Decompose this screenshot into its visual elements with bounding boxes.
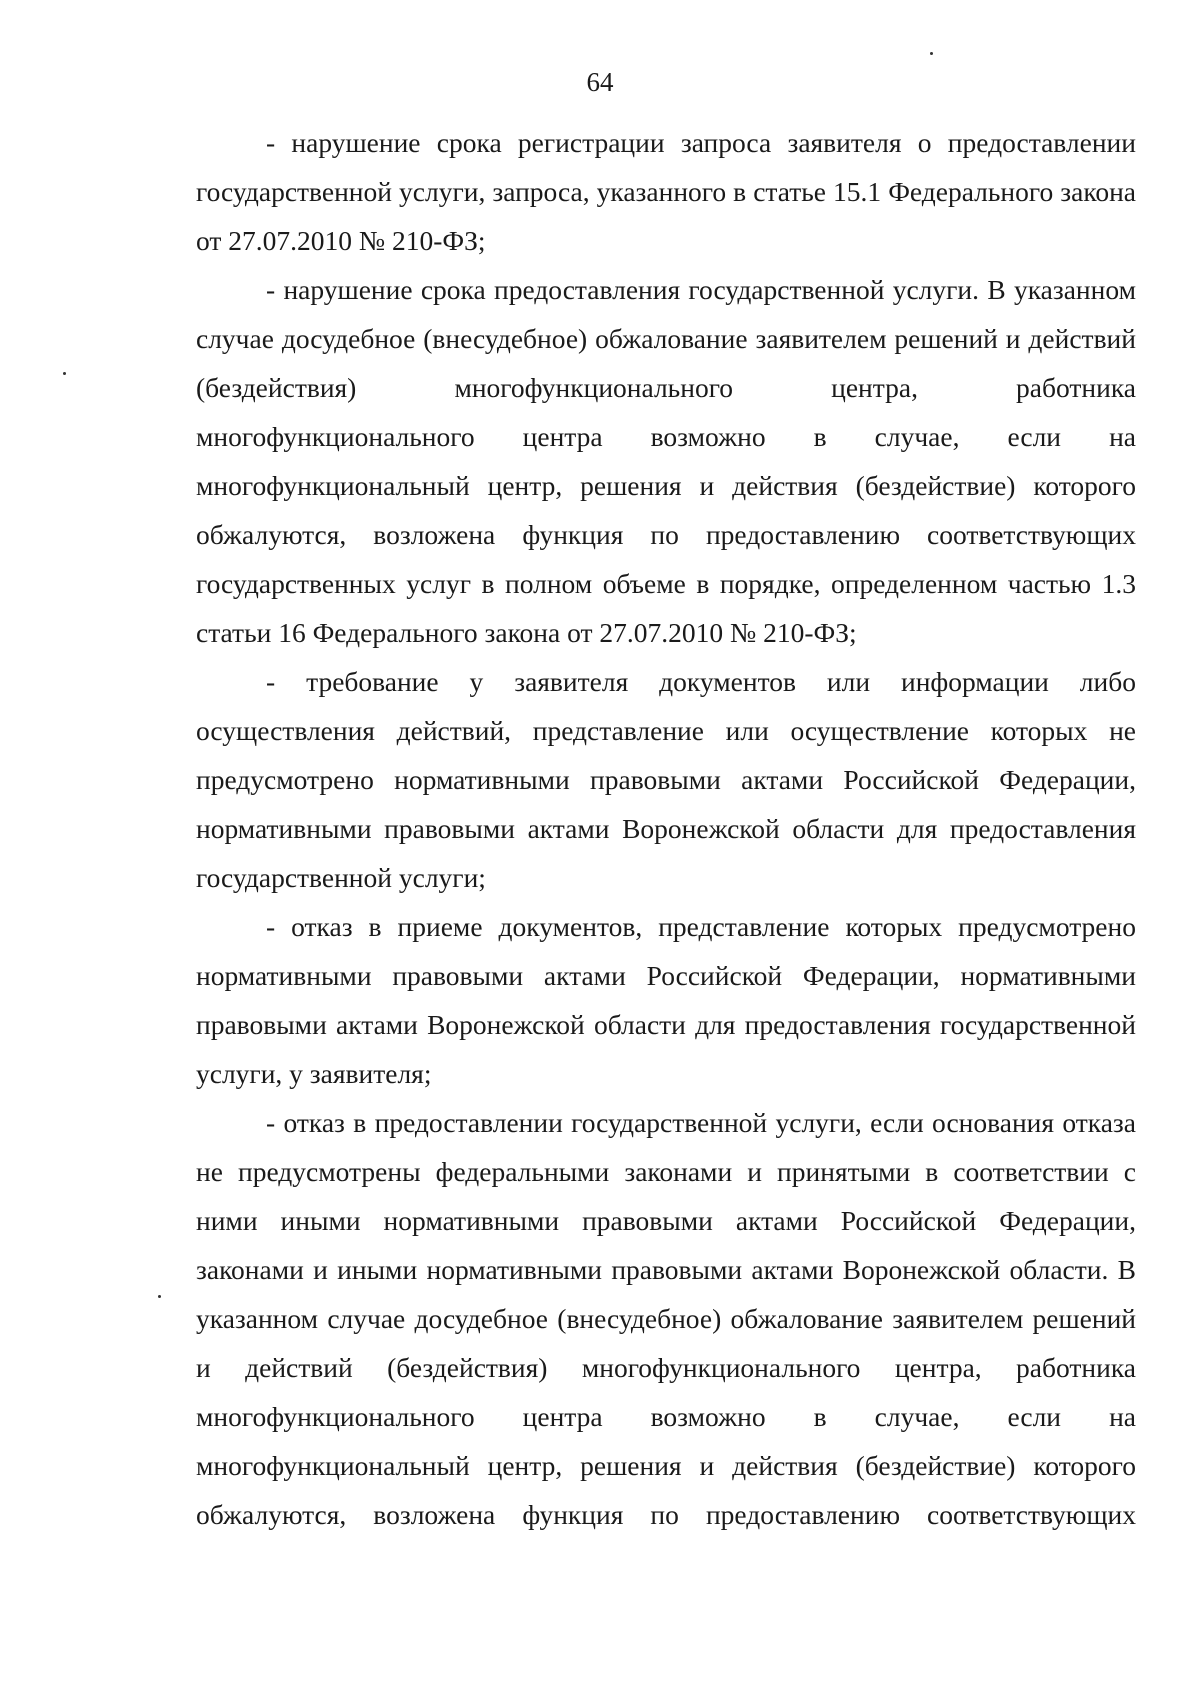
scan-speck [930,52,933,55]
scan-speck [158,1295,161,1298]
page-number: 64 [586,67,614,97]
paragraph-deadline-violation: - нарушение срока предоставления государственной услуги. В указанном случае досудебное (внесудебное) обжалование заявителем решений и действий (бездействия) многофункционального центра, работника многофункционального центра возможно в случае, если на многофункциональный центр, решения и действия (бездействие) которого обжалуются, возложена функция по предоставлению соответствующих государственных услуг в полном объеме в порядке, определенном частью 1.3 статьи 16 Федерального закона от 27.07.2010 № 210-ФЗ; [196,274,1136,648]
paragraph-registration-violation: - нарушение срока регистрации запроса заявителя о предоставлении государственной услуги, запроса, указанного в статье 15.1 Федерального закона от 27.07.2010 № 210-ФЗ; [196,127,1136,256]
document-body [196,118,1136,1539]
paragraph-document-requirement: - требование у заявителя документов или информации либо осуществления действий, представление или осуществление которых не предусмотрено нормативными правовыми актами Российской Федерации, нормативными правовыми актами Воронежской области для предоставления государственной услуги; [196,666,1136,893]
scan-speck [63,372,66,375]
paragraph-refusal-to-provide: - отказ в предоставлении государственной услуги, если основания отказа не предусмотрены федеральными законами и принятыми в соответствии с ними иными нормативными правовыми актами Российской Федерации, законами и иными нормативными правовыми актами Воронежской области. В указанном случае досудебное (внесудебное) обжалование заявителем решений и действий (бездействия) многофункционального центра, работника многофункционального центра возможно в случае, если на многофункциональный центр, решения и действия (бездействие) которого обжалуются, возложена функция по предоставлению соответствующих [196,1107,1136,1530]
paragraph-refusal-to-accept: - отказ в приеме документов, представление которых предусмотрено нормативными правовыми актами Российской Федерации, нормативными правовыми актами Воронежской области для предоставления государственной услуги, у заявителя; [196,911,1136,1089]
